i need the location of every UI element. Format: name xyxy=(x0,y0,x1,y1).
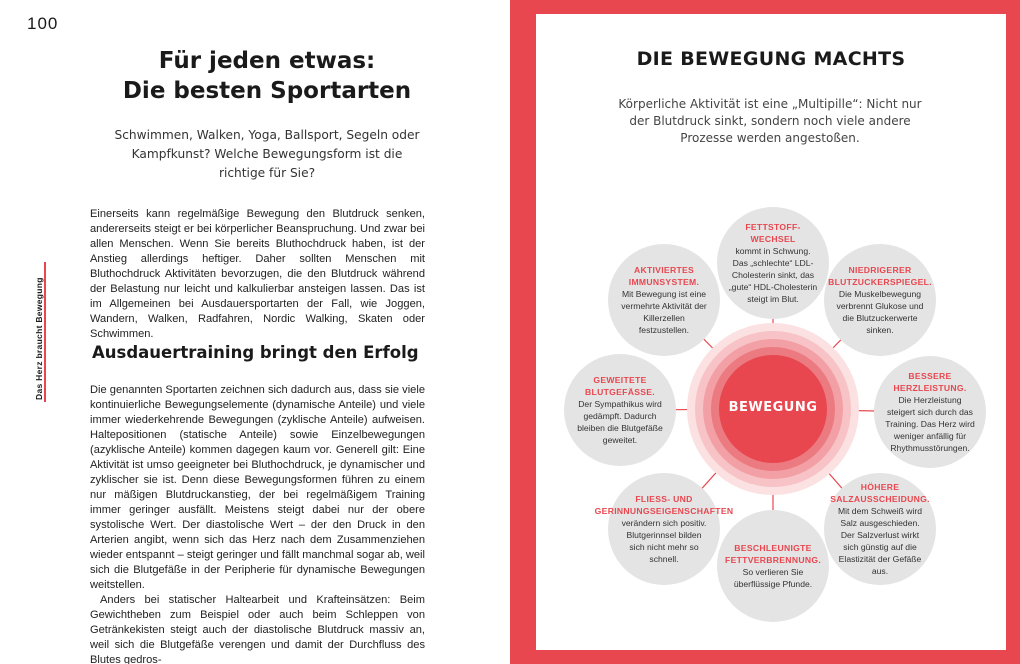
infographic-title: DIE BEWEGUNG MACHTS xyxy=(636,48,906,70)
bubble-heading: FLIESS- UND GERINNUNGSEIGENSCHAFTEN xyxy=(594,494,734,516)
bubble-heading: AKTIVIERTES IMMUNSYSTEM. xyxy=(628,265,700,287)
bubble-text: kommt in Schwung. Das „schlechte“ LDL-Cholesterin sinkt, das „gute“ HDL-Cholesterin steigt im Blut. xyxy=(728,246,818,304)
bubble-heading: GEWEITETE BLUTGEFÄSSE. xyxy=(585,375,655,397)
bubble-text: verändern sich positiv. Blutgerinnsel bilden sich nicht mehr so schnell. xyxy=(621,518,707,564)
bubble-heading: NIEDRIGERER BLUTZUCKERSPIEGEL. xyxy=(828,265,932,287)
page-subtitle: Schwimmen, Walken, Yoga, Ballsport, Segeln oder Kampfkunst? Welche Bewegungsform ist die richtige für Sie? xyxy=(114,128,420,180)
bubble-text: Die Herzleistung steigert sich durch das Training. Das Herz wird weniger anfällig für Rhythmusstörungen. xyxy=(885,395,975,453)
paragraph-3-text: Anders bei statischer Haltearbeit und Krafteinsätzen: Beim Gewichtheben zum Beispiel oder auch beim Schleppen von Getränkekisten steigt auch der diastolische Blutdruck massiv an, weil sich die Blutgefäße verengen und damit der Durchfluss des Blutes gedros- xyxy=(90,594,425,664)
paragraph-1-text: Einerseits kann regelmäßige Bewegung den Blutdruck senken, andererseits steigt er bei körperlicher Beanspruchung. Und zwar bei allen Menschen. Wenn Sie bereits Bluthochdruck haben, ist der Anstieg allerdings heftiger. Daher sollten Menschen mit Bluthochdruck Aktivitäten bevorzugen, die den Blutdruck während der Belastung nur leicht und kalkulierbar ansteigen lassen. Das ist im Allgemeinen bei Ausdauersportarten der Fall, wie Joggen, Wandern, Walken, Radfahren, Nordic Walking, Skaten oder Schwimmen. xyxy=(90,208,425,340)
side-label: Das Herz braucht Bewegung xyxy=(34,277,44,400)
bubble-heading: HÖHERE SALZAUSSCHEIDUNG. xyxy=(830,482,930,504)
center-label: BEWEGUNG xyxy=(728,400,818,415)
bubble-blutgefaesse xyxy=(564,354,676,466)
bubble-fettverbrennung xyxy=(717,510,829,622)
infographic-intro: Körperliche Aktivität ist eine „Multipille“: Nicht nur der Blutdruck sinkt, sondern noch viele andere Prozesse werden angestoßen. xyxy=(618,97,922,145)
bubble-heading: FETTSTOFF-WECHSEL xyxy=(745,222,801,244)
bubble-fettstoffwechsel xyxy=(717,207,829,319)
page-title-line-2: Die besten Sportarten xyxy=(122,78,412,104)
bubble-heading: BESCHLEUNIGTE FETTVERBRENNUNG. xyxy=(725,543,822,565)
section-heading: Ausdauertraining bringt den Erfolg xyxy=(92,343,419,362)
paragraph-2-text: Die genannten Sportarten zeichnen sich dadurch aus, dass sie viele kontinuierliche Bewegungselemente (dynamische Anteile) und viele immer wiederkehrende Bewegungen (zyklische Anteile) aufweisen. Haltepositionen (statische Anteile) sowie Einzelbewegungen (azyklische Anteile) kommen dagegen kaum vor. Generell gilt: Eine Aktivität ist umso geeigneter bei Bluthochdruck, je dynamischer und zyklischer sie ist. Denn diese Bewegungsformen führen zu einem nur mäßigen Blutdruckanstieg, der bei regelmäßigem Training immer geringer ausfällt. Meistens steigt dabei nur der obere systolische Wert. Der diastolische Wert – der den Druck in den Arterien angibt, wenn sich das Herz nach dem Zusammenziehen wieder entspannt – steigt geringer und fällt manchmal sogar ab, weil sich die Blutgefäße in der Peripherie für dynamische Bewegungen weitstellen. xyxy=(90,384,425,591)
bubble-text: Die Muskelbewegung verbrennt Glukose und die Blutzuckerwerte sinken. xyxy=(836,289,924,335)
bubble-text: Mit dem Schweiß wird Salz ausgeschieden. Der Salzverlust wirkt sich günstig auf die Elastizität der Gefäße aus. xyxy=(837,506,923,576)
bubble-text: So verlieren Sie überflüssige Pfunde. xyxy=(733,567,813,589)
bubble-gerinnung xyxy=(594,473,734,585)
bubble-herzleistung xyxy=(874,356,986,468)
bubble-heading: BESSERE HERZLEISTUNG. xyxy=(893,371,967,393)
page-number: 100 xyxy=(27,14,59,33)
bubble-text: Mit Bewegung ist eine vermehrte Aktivität der Killerzellen festzustellen. xyxy=(621,289,707,335)
bubble-salzausscheidung xyxy=(824,473,936,585)
page-title-line-1: Für jeden etwas: xyxy=(158,48,376,74)
bubble-immunsystem xyxy=(608,244,720,356)
bubble-blutzucker xyxy=(824,244,936,356)
bubble-text: Der Sympathikus wird gedämpft. Dadurch bleiben die Blutgefäße geweitet. xyxy=(577,399,663,445)
